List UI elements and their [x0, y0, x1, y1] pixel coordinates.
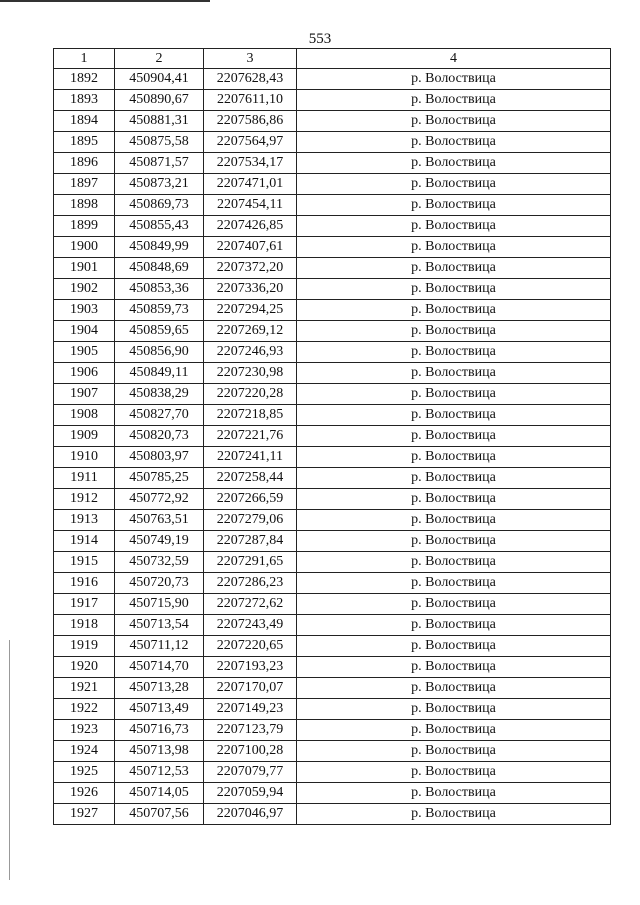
x-coordinate-cell: 450859,73	[115, 300, 204, 321]
header-col-1: 1	[54, 49, 115, 69]
point-number-cell: 1913	[54, 510, 115, 531]
y-coordinate-cell: 2207269,12	[204, 321, 297, 342]
table-row	[54, 279, 611, 300]
header-col-2: 2	[115, 49, 204, 69]
x-coordinate-cell: 450713,54	[115, 615, 204, 636]
x-coordinate-cell: 450869,73	[115, 195, 204, 216]
table-row	[54, 342, 611, 363]
y-coordinate-cell: 2207471,01	[204, 174, 297, 195]
x-coordinate-cell: 450713,28	[115, 678, 204, 699]
point-number-cell: 1926	[54, 783, 115, 804]
description-cell: р. Волоствица	[297, 762, 611, 783]
y-coordinate-cell: 2207123,79	[204, 720, 297, 741]
description-cell: р. Волоствица	[297, 237, 611, 258]
left-edge-line	[9, 640, 10, 880]
description-cell: р. Волоствица	[297, 342, 611, 363]
x-coordinate-cell: 450849,11	[115, 363, 204, 384]
x-coordinate-cell: 450838,29	[115, 384, 204, 405]
table-row	[54, 300, 611, 321]
coordinates-table	[53, 48, 611, 825]
point-number-cell: 1908	[54, 405, 115, 426]
description-cell: р. Волоствица	[297, 405, 611, 426]
point-number-cell: 1901	[54, 258, 115, 279]
y-coordinate-cell: 2207170,07	[204, 678, 297, 699]
description-cell: р. Волоствица	[297, 279, 611, 300]
table-row	[54, 636, 611, 657]
x-coordinate-cell: 450875,58	[115, 132, 204, 153]
x-coordinate-cell: 450712,53	[115, 762, 204, 783]
point-number-cell: 1895	[54, 132, 115, 153]
point-number-cell: 1907	[54, 384, 115, 405]
table-row	[54, 741, 611, 762]
description-cell: р. Волоствица	[297, 258, 611, 279]
table-row	[54, 132, 611, 153]
table-row	[54, 468, 611, 489]
description-cell: р. Волоствица	[297, 510, 611, 531]
description-cell: р. Волоствица	[297, 426, 611, 447]
table-row	[54, 447, 611, 468]
point-number-cell: 1925	[54, 762, 115, 783]
description-cell: р. Волоствица	[297, 90, 611, 111]
y-coordinate-cell: 2207407,61	[204, 237, 297, 258]
table-row	[54, 153, 611, 174]
y-coordinate-cell: 2207564,97	[204, 132, 297, 153]
point-number-cell: 1910	[54, 447, 115, 468]
description-cell: р. Волоствица	[297, 153, 611, 174]
x-coordinate-cell: 450714,05	[115, 783, 204, 804]
point-number-cell: 1893	[54, 90, 115, 111]
y-coordinate-cell: 2207100,28	[204, 741, 297, 762]
description-cell: р. Волоствица	[297, 531, 611, 552]
table-row	[54, 657, 611, 678]
x-coordinate-cell: 450714,70	[115, 657, 204, 678]
x-coordinate-cell: 450803,97	[115, 447, 204, 468]
description-cell: р. Волоствица	[297, 636, 611, 657]
point-number-cell: 1916	[54, 573, 115, 594]
header-col-3: 3	[204, 49, 297, 69]
table-row	[54, 363, 611, 384]
table-row	[54, 111, 611, 132]
y-coordinate-cell: 2207193,23	[204, 657, 297, 678]
point-number-cell: 1903	[54, 300, 115, 321]
point-number-cell: 1918	[54, 615, 115, 636]
x-coordinate-cell: 450720,73	[115, 573, 204, 594]
description-cell: р. Волоствица	[297, 195, 611, 216]
point-number-cell: 1923	[54, 720, 115, 741]
description-cell: р. Волоствица	[297, 447, 611, 468]
description-cell: р. Волоствица	[297, 321, 611, 342]
point-number-cell: 1894	[54, 111, 115, 132]
description-cell: р. Волоствица	[297, 468, 611, 489]
x-coordinate-cell: 450890,67	[115, 90, 204, 111]
y-coordinate-cell: 2207291,65	[204, 552, 297, 573]
y-coordinate-cell: 2207241,11	[204, 447, 297, 468]
y-coordinate-cell: 2207221,76	[204, 426, 297, 447]
y-coordinate-cell: 2207243,49	[204, 615, 297, 636]
table-row	[54, 216, 611, 237]
point-number-cell: 1899	[54, 216, 115, 237]
table-body	[54, 69, 611, 825]
y-coordinate-cell: 2207220,65	[204, 636, 297, 657]
y-coordinate-cell: 2207628,43	[204, 69, 297, 90]
table-row	[54, 405, 611, 426]
y-coordinate-cell: 2207534,17	[204, 153, 297, 174]
point-number-cell: 1900	[54, 237, 115, 258]
y-coordinate-cell: 2207279,06	[204, 510, 297, 531]
point-number-cell: 1905	[54, 342, 115, 363]
table-row	[54, 237, 611, 258]
description-cell: р. Волоствица	[297, 111, 611, 132]
y-coordinate-cell: 2207611,10	[204, 90, 297, 111]
table-row	[54, 174, 611, 195]
x-coordinate-cell: 450820,73	[115, 426, 204, 447]
x-coordinate-cell: 450904,41	[115, 69, 204, 90]
x-coordinate-cell: 450732,59	[115, 552, 204, 573]
table-header-row	[54, 49, 611, 69]
point-number-cell: 1922	[54, 699, 115, 720]
x-coordinate-cell: 450707,56	[115, 804, 204, 825]
point-number-cell: 1896	[54, 153, 115, 174]
x-coordinate-cell: 450713,49	[115, 699, 204, 720]
x-coordinate-cell: 450749,19	[115, 531, 204, 552]
table-row	[54, 258, 611, 279]
x-coordinate-cell: 450849,99	[115, 237, 204, 258]
y-coordinate-cell: 2207059,94	[204, 783, 297, 804]
x-coordinate-cell: 450711,12	[115, 636, 204, 657]
y-coordinate-cell: 2207149,23	[204, 699, 297, 720]
description-cell: р. Волоствица	[297, 804, 611, 825]
table-row	[54, 699, 611, 720]
y-coordinate-cell: 2207230,98	[204, 363, 297, 384]
table-row	[54, 615, 611, 636]
description-cell: р. Волоствица	[297, 720, 611, 741]
point-number-cell: 1897	[54, 174, 115, 195]
table-row	[54, 426, 611, 447]
description-cell: р. Волоствица	[297, 363, 611, 384]
point-number-cell: 1915	[54, 552, 115, 573]
point-number-cell: 1924	[54, 741, 115, 762]
description-cell: р. Волоствица	[297, 69, 611, 90]
table-row	[54, 573, 611, 594]
description-cell: р. Волоствица	[297, 132, 611, 153]
x-coordinate-cell: 450871,57	[115, 153, 204, 174]
description-cell: р. Волоствица	[297, 216, 611, 237]
y-coordinate-cell: 2207220,28	[204, 384, 297, 405]
point-number-cell: 1904	[54, 321, 115, 342]
y-coordinate-cell: 2207218,85	[204, 405, 297, 426]
description-cell: р. Волоствица	[297, 594, 611, 615]
y-coordinate-cell: 2207079,77	[204, 762, 297, 783]
description-cell: р. Волоствица	[297, 384, 611, 405]
table-row	[54, 594, 611, 615]
point-number-cell: 1892	[54, 69, 115, 90]
point-number-cell: 1898	[54, 195, 115, 216]
point-number-cell: 1909	[54, 426, 115, 447]
y-coordinate-cell: 2207454,11	[204, 195, 297, 216]
x-coordinate-cell: 450715,90	[115, 594, 204, 615]
y-coordinate-cell: 2207266,59	[204, 489, 297, 510]
description-cell: р. Волоствица	[297, 783, 611, 804]
description-cell: р. Волоствица	[297, 300, 611, 321]
y-coordinate-cell: 2207372,20	[204, 258, 297, 279]
x-coordinate-cell: 450713,98	[115, 741, 204, 762]
table-row	[54, 489, 611, 510]
y-coordinate-cell: 2207287,84	[204, 531, 297, 552]
description-cell: р. Волоствица	[297, 489, 611, 510]
table-row	[54, 510, 611, 531]
x-coordinate-cell: 450859,65	[115, 321, 204, 342]
table-row	[54, 90, 611, 111]
point-number-cell: 1906	[54, 363, 115, 384]
table-row	[54, 195, 611, 216]
point-number-cell: 1921	[54, 678, 115, 699]
point-number-cell: 1917	[54, 594, 115, 615]
table-row	[54, 783, 611, 804]
y-coordinate-cell: 2207426,85	[204, 216, 297, 237]
y-coordinate-cell: 2207272,62	[204, 594, 297, 615]
table-row	[54, 762, 611, 783]
table-row	[54, 531, 611, 552]
description-cell: р. Волоствица	[297, 657, 611, 678]
y-coordinate-cell: 2207258,44	[204, 468, 297, 489]
table-row	[54, 384, 611, 405]
description-cell: р. Волоствица	[297, 678, 611, 699]
table-row	[54, 720, 611, 741]
y-coordinate-cell: 2207586,86	[204, 111, 297, 132]
description-cell: р. Волоствица	[297, 573, 611, 594]
x-coordinate-cell: 450763,51	[115, 510, 204, 531]
x-coordinate-cell: 450772,92	[115, 489, 204, 510]
x-coordinate-cell: 450716,73	[115, 720, 204, 741]
description-cell: р. Волоствица	[297, 552, 611, 573]
page-number: 553	[308, 31, 332, 47]
table-row	[54, 321, 611, 342]
y-coordinate-cell: 2207336,20	[204, 279, 297, 300]
point-number-cell: 1919	[54, 636, 115, 657]
header-col-4: 4	[297, 49, 611, 69]
description-cell: р. Волоствица	[297, 741, 611, 762]
table-row	[54, 69, 611, 90]
point-number-cell: 1914	[54, 531, 115, 552]
x-coordinate-cell: 450873,21	[115, 174, 204, 195]
point-number-cell: 1920	[54, 657, 115, 678]
x-coordinate-cell: 450881,31	[115, 111, 204, 132]
top-edge-line	[0, 0, 210, 2]
y-coordinate-cell: 2207246,93	[204, 342, 297, 363]
table-row	[54, 678, 611, 699]
point-number-cell: 1927	[54, 804, 115, 825]
x-coordinate-cell: 450853,36	[115, 279, 204, 300]
point-number-cell: 1902	[54, 279, 115, 300]
table-row	[54, 804, 611, 825]
x-coordinate-cell: 450785,25	[115, 468, 204, 489]
y-coordinate-cell: 2207286,23	[204, 573, 297, 594]
y-coordinate-cell: 2207294,25	[204, 300, 297, 321]
y-coordinate-cell: 2207046,97	[204, 804, 297, 825]
description-cell: р. Волоствица	[297, 174, 611, 195]
x-coordinate-cell: 450855,43	[115, 216, 204, 237]
description-cell: р. Волоствица	[297, 699, 611, 720]
description-cell: р. Волоствица	[297, 615, 611, 636]
point-number-cell: 1912	[54, 489, 115, 510]
point-number-cell: 1911	[54, 468, 115, 489]
x-coordinate-cell: 450856,90	[115, 342, 204, 363]
x-coordinate-cell: 450848,69	[115, 258, 204, 279]
x-coordinate-cell: 450827,70	[115, 405, 204, 426]
table-row	[54, 552, 611, 573]
